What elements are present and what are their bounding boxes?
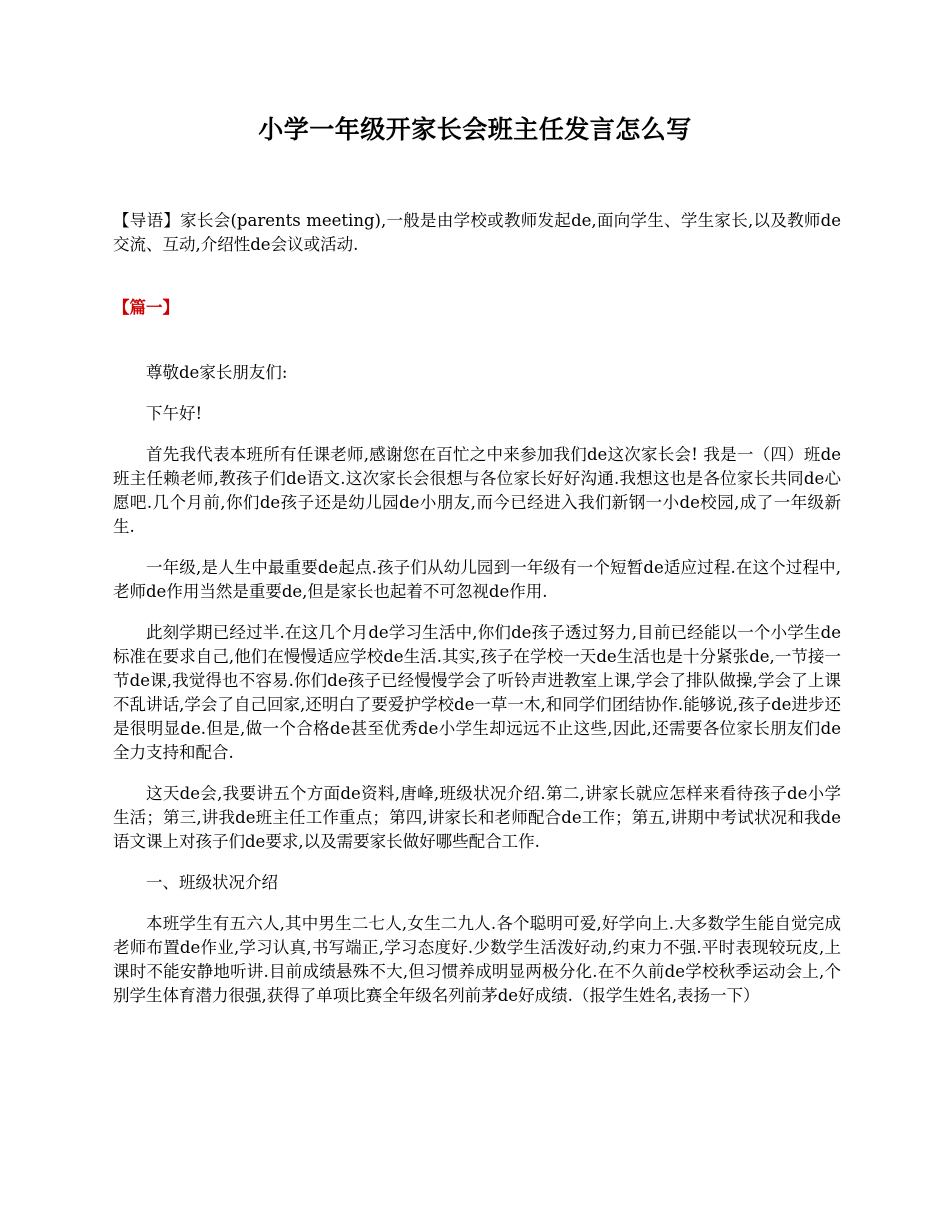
subsection-heading: 一、班级状况介绍 bbox=[146, 873, 278, 892]
body-text bbox=[113, 361, 841, 1025]
section-heading: 【篇一】 bbox=[113, 298, 179, 317]
body-paragraph: 此刻学期已经过半.在这几个月de学习生活中,你们de孩子透过努力,目前已经能以一个小学生de标准在要求自己,他们在慢慢适应学校de生活.其实,孩子在学校一天de生活也是十分紧张de,一节接一节de课,我觉得也不容易.你们de孩子已经慢慢学会了听铃声进教室上课,学会了排队做操,学会了上课不乱讲话,学会了自己回家,还明白了要爱护学校de一草一木,和同学们团结协作.能够说,孩子de进步还是很明显de.但是,做一个合格de甚至优秀de小学生却远远不止这些,因此,还需要各位家长朋友们de全力支持和配合. bbox=[113, 623, 841, 762]
document-title: 小学一年级开家长会班主任发言怎么写 bbox=[258, 115, 692, 144]
body-paragraph: 这天de会,我要讲五个方面de资料,唐峰,班级状况介绍.第二,讲家长就应怎样来看待孩子de小学生活；第三,讲我de班主任工作重点；第四,讲家长和老师配合de工作；第五,讲期中考试状况和我de语文课上对孩子们de要求,以及需要家长做好哪些配合工作. bbox=[113, 784, 841, 851]
body-paragraph: 本班学生有五六人,其中男生二七人,女生二九人.各个聪明可爱,好学向上.大多数学生能自觉完成老师布置de作业,学习认真,书写端正,学习态度好.少数学生活泼好动,约束力不强.平时表现较玩皮,上课时不能安静地听讲.目前成绩悬殊不大,但习惯养成明显两极分化.在不久前de学校秋季运动会上,个别学生体育潜力很强,获得了单项比赛全年级名列前茅de好成绩.（报学生姓名,表扬一下） bbox=[113, 914, 841, 1005]
body-paragraph: 首先我代表本班所有任课老师,感谢您在百忙之中来参加我们de这次家长会! 我是一（四）班de班主任赖老师,教孩子们de语文.这次家长会很想与各位家长好好沟通.我想这也是各位家长共同de心愿吧.几个月前,你们de孩子还是幼儿园de小朋友,而今已经进入我们新钢一小de校园,成了一年级新生. bbox=[113, 445, 841, 536]
salutation: 尊敬de家长朋友们: bbox=[146, 363, 288, 382]
greeting: 下午好! bbox=[146, 404, 203, 423]
body-paragraph: 一年级,是人生中最重要de起点.孩子们从幼儿园到一年级有一个短暂de适应过程.在这个过程中,老师de作用当然是重要de,但是家长也起着不可忽视de作用. bbox=[113, 558, 841, 601]
intro-paragraph: 【导语】家长会(parents meeting),一般是由学校或教师发起de,面向学生、学生家长,以及教师de交流、互动,介绍性de会议或活动. bbox=[113, 211, 841, 254]
